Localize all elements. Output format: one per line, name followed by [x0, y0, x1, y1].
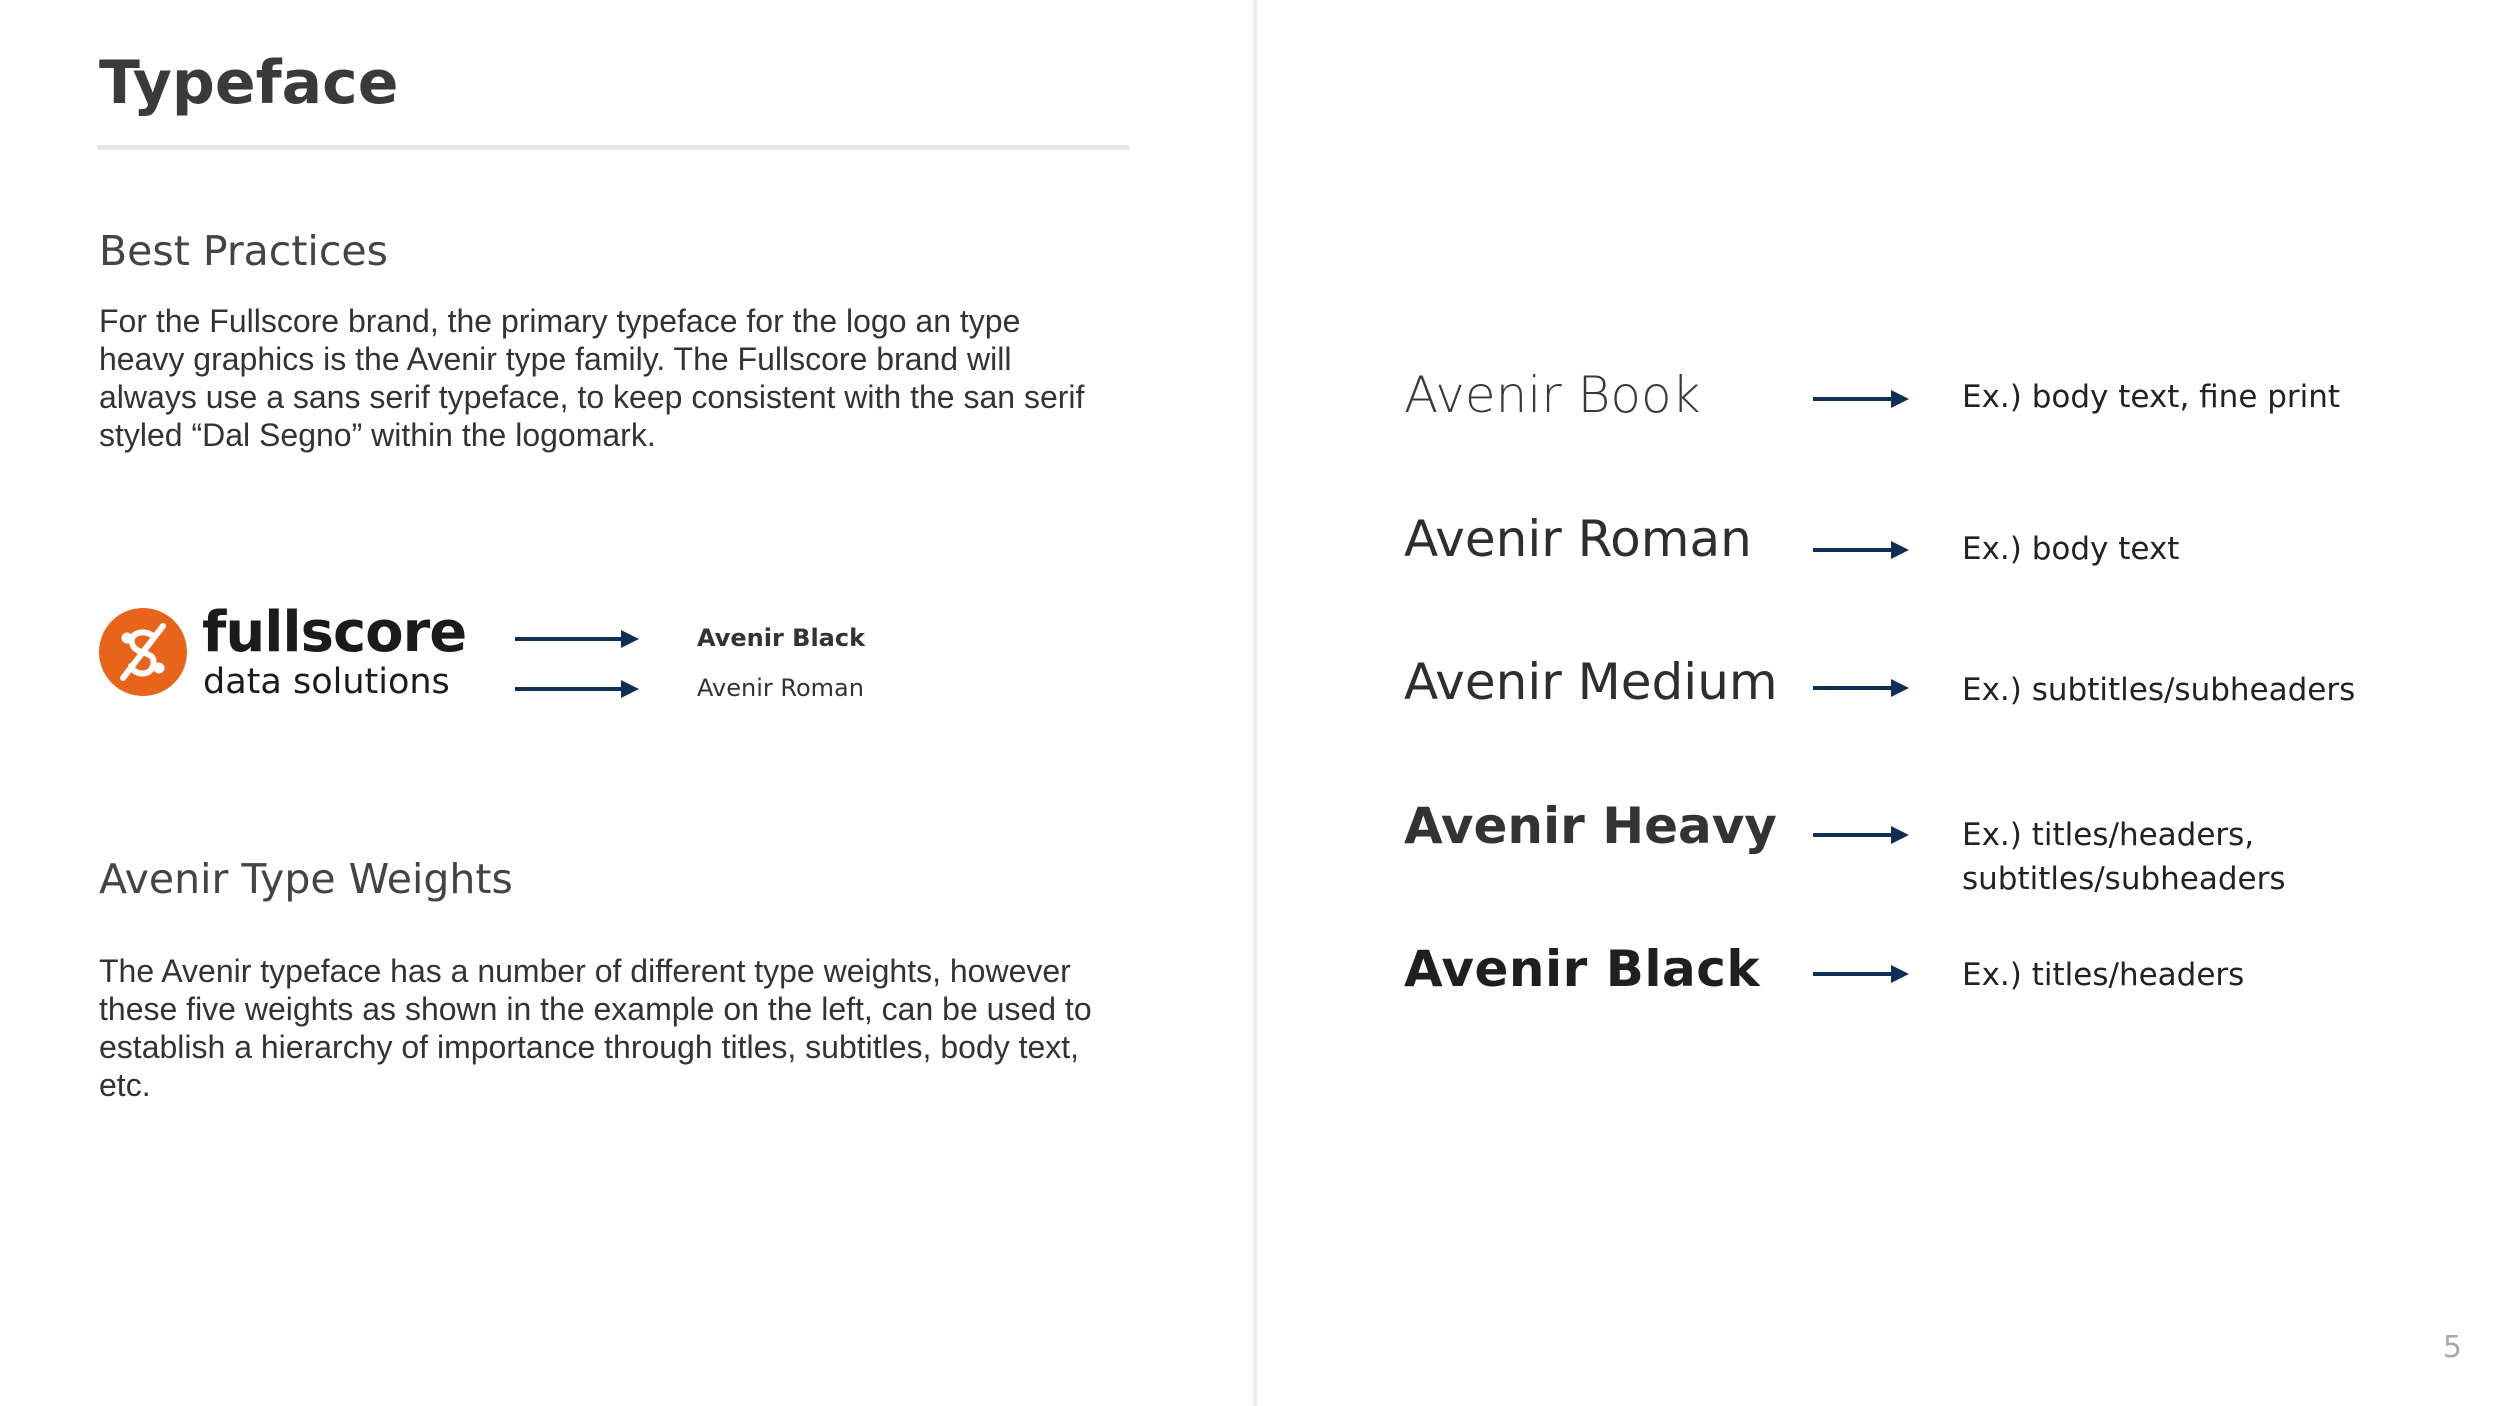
- weight-example-heavy: Ex.) titles/headers,: [1962, 817, 2255, 853]
- page-number: 5: [2442, 1330, 2462, 1365]
- weight-name-medium: Avenir Medium: [1404, 653, 1778, 711]
- logo-font-label-roman: Avenir Roman: [697, 674, 864, 702]
- best-practices-heading: Best Practices: [99, 227, 388, 275]
- weight-example-heavy-line2: subtitles/subheaders: [1962, 861, 2286, 897]
- logo-tagline: data solutions: [203, 662, 450, 702]
- arrow-icon: [1813, 676, 1909, 700]
- logo-font-label-black: Avenir Black: [697, 624, 866, 652]
- dal-segno-icon: [99, 608, 187, 696]
- arrow-icon: [1813, 387, 1909, 411]
- type-weights-body: The Avenir typeface has a number of different type weights, however these five weights as shown in the example on the left, can be used to establish a hierarchy of importance through titles, subtitles, body text, etc.: [99, 953, 1092, 1103]
- weight-name-black: Avenir Black: [1404, 940, 1761, 998]
- arrow-icon: [1813, 823, 1909, 847]
- weight-example-roman: Ex.) body text: [1962, 531, 2180, 567]
- fullscore-logomark-icon: [99, 608, 187, 696]
- arrow-icon: [515, 678, 639, 700]
- arrow-icon: [515, 628, 639, 650]
- page-title: Typeface: [99, 48, 399, 118]
- arrow-icon: [1813, 538, 1909, 562]
- weight-name-heavy: Avenir Heavy: [1404, 797, 1777, 855]
- weight-example-black: Ex.) titles/headers: [1962, 957, 2245, 993]
- weight-example-medium: Ex.) subtitles/subheaders: [1962, 672, 2356, 708]
- title-underline: [97, 145, 1129, 150]
- vertical-divider: [1253, 0, 1257, 1406]
- weight-name-book: Avenir Book: [1404, 366, 1701, 424]
- arrow-icon: [1813, 962, 1909, 986]
- weight-example-book: Ex.) body text, fine print: [1962, 379, 2341, 415]
- weight-name-roman: Avenir Roman: [1404, 510, 1752, 568]
- best-practices-body: For the Fullscore brand, the primary typeface for the logo an type heavy graphics is the Avenir type family. The Fullscore brand will always use a sans serif typeface, to keep consistent with the san serif styled “Dal Segno” within the logomark.: [99, 303, 1085, 453]
- type-weights-heading: Avenir Type Weights: [99, 855, 513, 903]
- logo-wordmark: fullscore: [202, 600, 467, 665]
